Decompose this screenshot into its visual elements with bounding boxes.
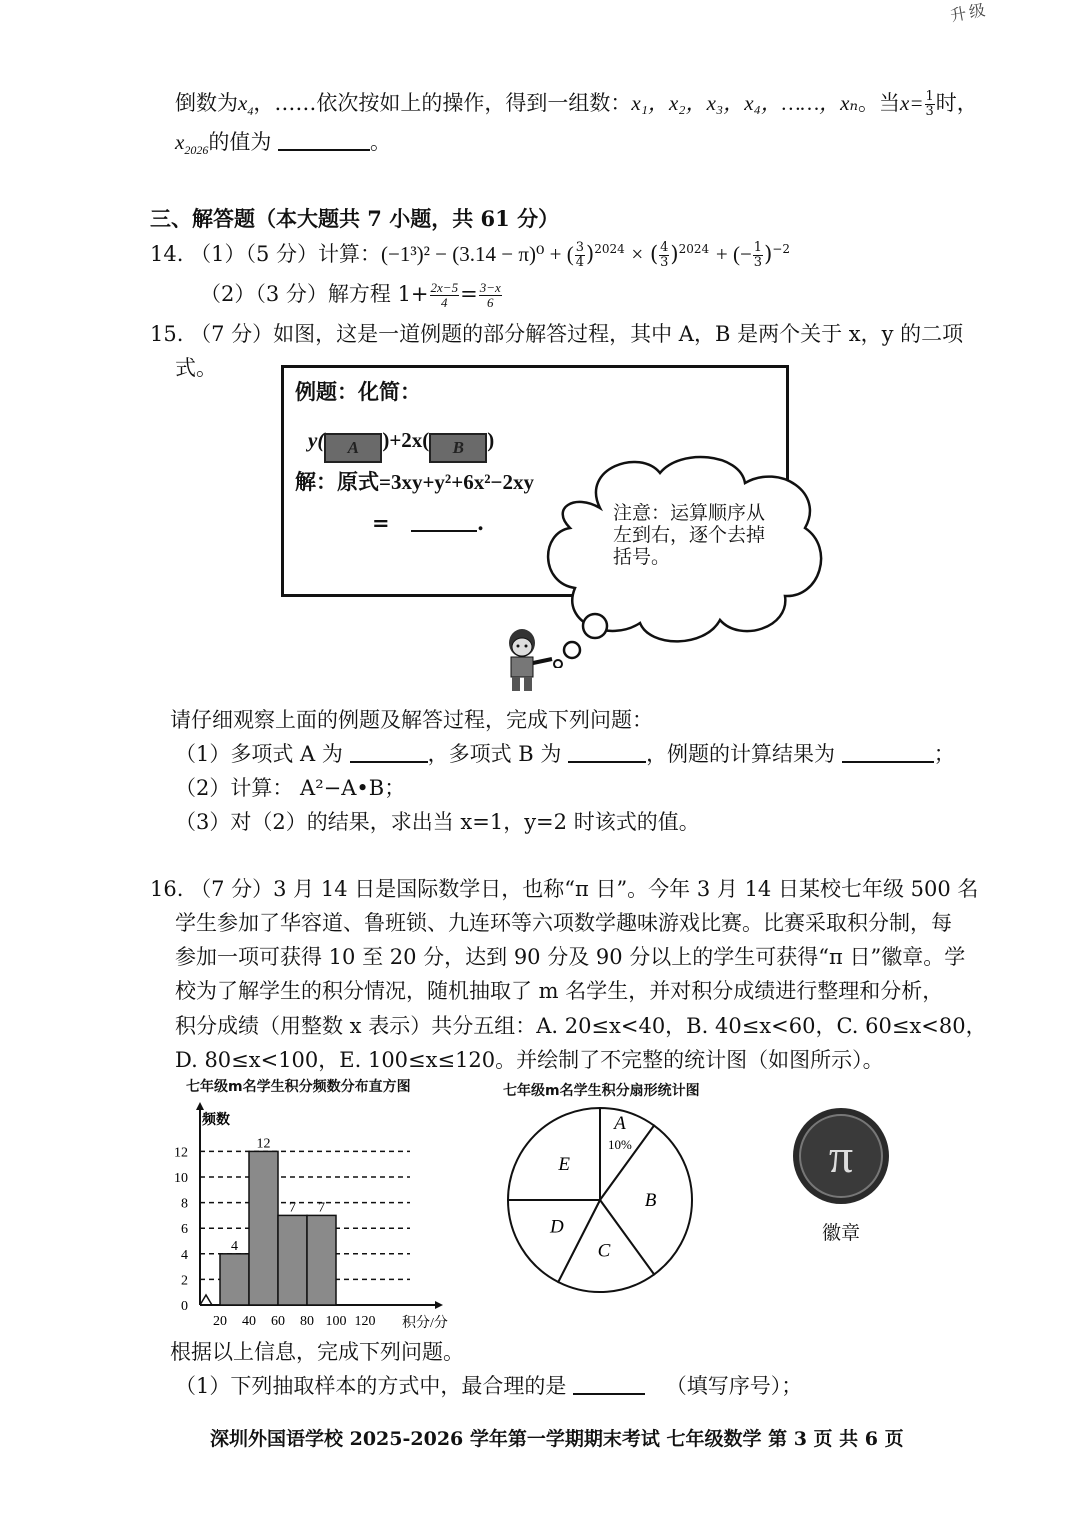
frac-num: 3−x — [479, 280, 501, 295]
x-axis-arrow — [435, 1301, 443, 1309]
bar-value-label: 7 — [318, 1200, 325, 1216]
var-x4-sub: 4 — [247, 104, 254, 119]
var-x2026-sub: 2026 — [184, 143, 209, 158]
pi-badge — [790, 1105, 892, 1207]
expr-y: y( — [308, 428, 325, 452]
pie-label-A: A — [614, 1112, 626, 1134]
pie-chart — [500, 1100, 700, 1300]
histogram-bar — [249, 1151, 278, 1305]
cloud-text-1: 注意：运算顺序从 — [613, 502, 766, 524]
q15-instruction: 请仔细观察上面的例题及解答过程，完成下列问题： — [170, 708, 653, 732]
frac-den: 6 — [486, 295, 494, 310]
cartoon-boy-illustration — [498, 625, 558, 695]
q14-frac2 — [659, 241, 669, 270]
q14-p2-label: （2）（3 分）解方程 1+ — [200, 282, 429, 306]
result-blank — [411, 512, 477, 532]
pie-title: 七年级m名学生积分扇形统计图 — [503, 1083, 700, 1099]
bar-value-label: 12 — [256, 1136, 271, 1152]
q15-s1-d: ； — [933, 742, 955, 766]
q16-sub1 — [175, 1370, 802, 1400]
frac-num: 3 — [575, 240, 584, 255]
q15-line1 — [150, 318, 963, 348]
histogram-chart — [170, 1100, 470, 1330]
example-solution: 解：原式=3xy+y²+6x²−2xy — [295, 470, 534, 494]
section-title: 三、解答题（本大题共 7 小题，共 61 分） — [150, 206, 560, 231]
frac-den: 4 — [575, 255, 584, 270]
q16-l1: （7 分）3 月 14 日是国际数学日，也称“π 日”。今年 3 月 14 日某校七年级 500 名 — [190, 877, 979, 901]
y-tick-label: 12 — [174, 1145, 188, 1161]
frac-den: 4 — [441, 295, 448, 310]
q13-text-d: 时， — [935, 91, 978, 115]
example-result-line — [372, 510, 484, 535]
cloud-bubble-2 — [564, 642, 580, 658]
blank-a[interactable] — [350, 743, 428, 763]
y-tick-label: 6 — [181, 1222, 188, 1238]
pie-slice-E — [508, 1108, 600, 1200]
blank-result[interactable] — [842, 743, 934, 763]
q15-s1-c: ，例题的计算结果为 — [646, 742, 836, 766]
q14-exp2: 2024 — [678, 242, 710, 256]
frac-num: 4 — [660, 240, 669, 255]
pi-symbol: π — [828, 1130, 854, 1183]
y-tick-label: 10 — [174, 1171, 188, 1186]
q16-line1 — [150, 873, 978, 903]
q14-frac1 — [575, 241, 585, 270]
y-axis-label: 频数 — [202, 1113, 230, 1128]
frac-den: 3 — [660, 255, 669, 270]
pie-label-C: C — [597, 1240, 611, 1262]
frac-den: 3 — [925, 104, 934, 119]
x-tick-label: 80 — [300, 1314, 314, 1329]
q14-line2 — [200, 278, 503, 310]
expr-mid: )+2x( — [382, 428, 430, 452]
q15-sub2: （2）计算： A²−A•B； — [175, 776, 406, 800]
blank-b[interactable] — [568, 743, 646, 763]
q14-frac3 — [753, 241, 763, 270]
blank-sample[interactable] — [573, 1375, 645, 1395]
answer-blank[interactable] — [278, 131, 370, 151]
q16-s1-a: （1）下列抽取样本的方式中，最合理的是 — [175, 1374, 567, 1398]
result-eq: = — [372, 510, 390, 535]
q13-cond: x= — [900, 91, 924, 115]
result-dot: . — [476, 510, 485, 535]
q16-line2: 学生参加了华容道、鲁班锁、九连环等六项数学趣味游戏比赛。比赛采取积分制，每 — [175, 911, 952, 935]
q14-p2-eq: = — [460, 282, 478, 306]
cloud-text-2: 左到右，逐个去掉 — [613, 524, 766, 546]
bar-value-label: 4 — [231, 1238, 238, 1254]
frac-num: 1 — [925, 89, 934, 104]
y-axis-arrow — [196, 1102, 204, 1110]
q16-line4: 校为了解学生的积分情况，随机抽取了 m 名学生，并对积分成绩进行整理和分析， — [175, 979, 944, 1003]
q14-times: × — [631, 242, 644, 266]
expr-end: ) — [487, 428, 495, 452]
q13-text-c: 。当 — [858, 91, 900, 115]
q13-text-b: ，……依次按如上的操作，得到一组数： — [253, 91, 632, 115]
q14-p1-expr: (−1³)² − (3.14 − π)⁰ + ( — [381, 242, 574, 266]
q15-s1-a: （1）多项式 A 为 — [175, 742, 343, 766]
q15-sub3: （3）对（2）的结果，求出当 x=1，y=2 时该式的值。 — [175, 810, 700, 834]
x-tick-label: 60 — [271, 1314, 285, 1329]
corner-stamp: 升级 — [948, 0, 990, 26]
frac-num: 1 — [753, 240, 763, 255]
pie-label-E: E — [558, 1154, 571, 1176]
footer: 深圳外国语学校 2025-2026 学年第一学期期末考试 七年级数学 第 3 页 共 6 页 — [210, 1428, 904, 1450]
box-a-masked: A — [324, 433, 382, 463]
q13-line2-text: 的值为 — [208, 130, 272, 154]
pie-pct-label: 10% — [607, 1136, 632, 1152]
q15-stem: （7 分）如图，这是一道例题的部分解答过程，其中 A，B 是两个关于 x，y 的二项 — [190, 322, 964, 346]
y-tick-label: 8 — [181, 1196, 188, 1212]
q13-text-a: 倒数为 — [175, 91, 238, 115]
frac-den: 3 — [753, 255, 763, 270]
q13-line1 — [175, 86, 978, 128]
axis-break — [200, 1295, 212, 1305]
cloud-text-3: 括号。 — [613, 546, 671, 568]
x-tick-label: 100 — [325, 1314, 347, 1329]
q13-line2-end: 。 — [370, 130, 392, 154]
x-axis-label: 积分/分 — [402, 1316, 448, 1330]
example-expression — [308, 428, 494, 463]
q15-s1-b: ，多项式 B 为 — [427, 742, 562, 766]
q16-number: 16. — [150, 877, 184, 901]
var-x2026: x — [175, 130, 185, 154]
q13-frac — [925, 90, 935, 119]
q14-p2-frac2 — [479, 281, 502, 310]
q14-p2-frac1 — [430, 281, 460, 310]
x-tick-label: 120 — [354, 1314, 376, 1329]
pie-label-B: B — [644, 1190, 657, 1211]
q16-line3: 参加一项可获得 10 至 20 分，达到 90 分及 90 分以上的学生可获得“π 日”徽章。学 — [175, 945, 966, 969]
q13-seq: x₁，x₂，x₃，x₄，……，xₙ — [631, 91, 858, 115]
example-title: 例题：化简： — [295, 379, 421, 404]
box-b-masked: B — [429, 433, 487, 463]
histogram-bar — [220, 1254, 249, 1305]
histogram-title: 七年级m名学生积分频数分布直方图 — [186, 1079, 411, 1095]
q14-plus: + (− — [715, 242, 752, 266]
y-tick-label: 2 — [181, 1273, 188, 1289]
cloud-text — [613, 502, 765, 568]
x-tick-label: 40 — [242, 1314, 256, 1329]
x-tick-label: 20 — [213, 1314, 227, 1329]
q16-line6: D. 80≤x<100，E. 100≤x≤120。并绘制了不完整的统计图（如图所示）。 — [175, 1048, 884, 1072]
y-tick-label: 0 — [181, 1299, 188, 1314]
cloud-bubble-1 — [583, 614, 607, 638]
q16-after: 根据以上信息，完成下列问题。 — [170, 1340, 464, 1364]
q15-number: 15. — [150, 322, 184, 346]
q14-number: 14. — [150, 242, 184, 266]
histogram-bar — [278, 1215, 307, 1305]
q13-line2 — [175, 125, 391, 167]
histogram-bar — [307, 1215, 336, 1305]
q14-exp1: 2024 — [594, 242, 625, 256]
bar-value-label: 7 — [289, 1200, 296, 1216]
q14-p1-label: （1）（5 分）计算： — [190, 242, 381, 266]
q14-line1: 14. （1）（5 分）计算：(−1³)² − (3.14 − π)⁰ + ( $\frac{3}{4}$ )$^{2024}$ × ( $\frac{4}{3}$ )$^{2024}$ + (− $\frac{1}{3}$ )$^{-2}$ — [150, 240, 790, 270]
q14-exp3: −2 — [772, 242, 790, 256]
q16-line5: 积分成绩（用整数 x 表示）共分五组：A. 20≤x<40，B. 40≤x<60，C. 60≤x<80， — [175, 1014, 987, 1038]
badge-label: 徽章 — [822, 1222, 861, 1244]
q15-sub1 — [175, 738, 955, 768]
q16-s1-b: （填写序号）； — [665, 1374, 803, 1398]
var-x4: x — [238, 91, 248, 115]
pie-label-D: D — [549, 1216, 564, 1238]
frac-num: 2x−5 — [430, 280, 459, 295]
q15-line2: 式。 — [175, 356, 217, 380]
y-tick-label: 4 — [181, 1247, 188, 1263]
